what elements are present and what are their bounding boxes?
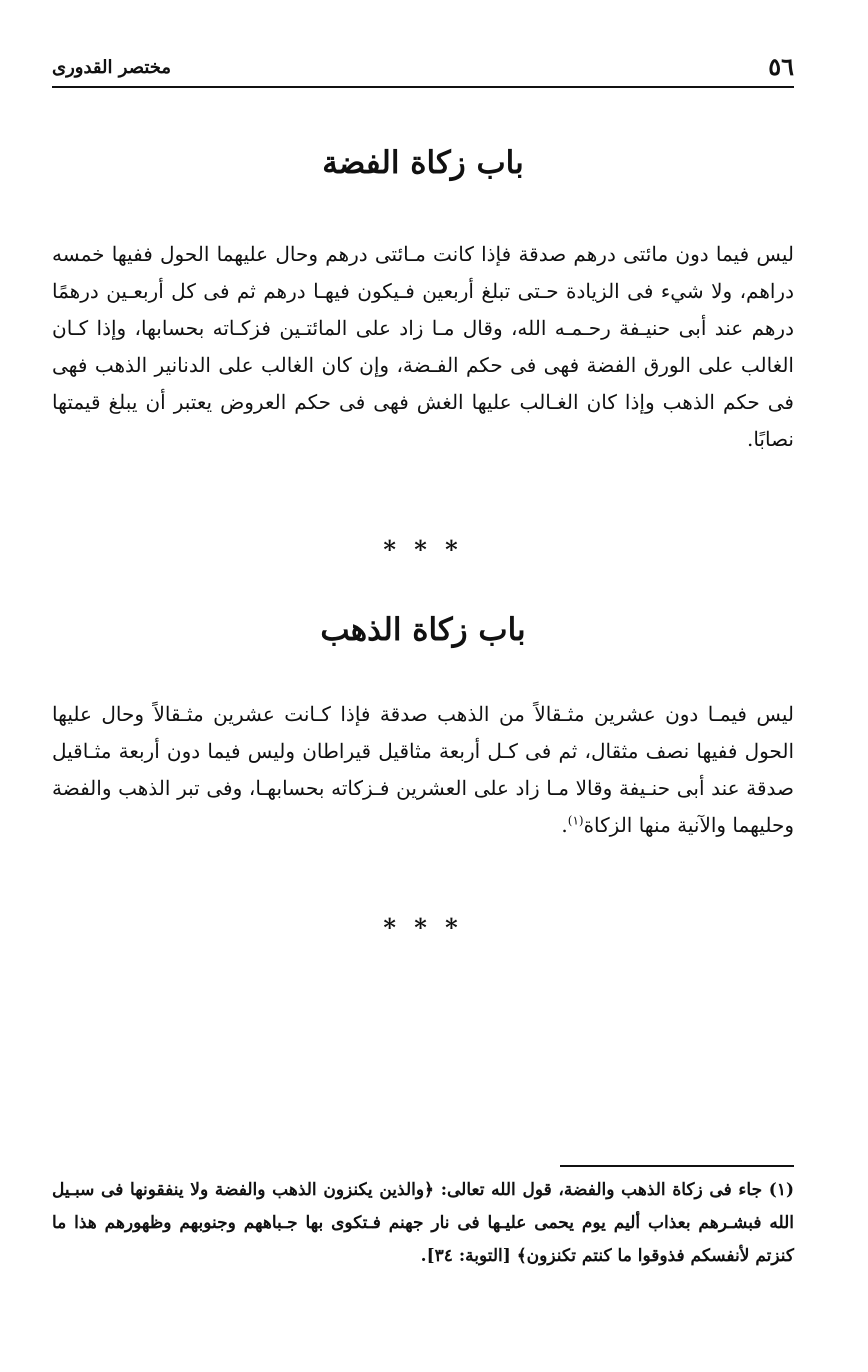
running-title: مختصر القدورى [52,57,172,78]
chapter-title-silver: باب زكاة الفضة [322,145,524,181]
chapter-title-gold-text: باب زكاة الذهب [320,612,526,648]
section-separator: * * * [383,535,463,564]
chapter-title-gold [52,610,794,650]
footnote: (١) جاء فى زكاة الذهب والفضة، قول الله تعالى: ﴿والذين يكنزون الذهب والفضة ولا ينفقونها فى سبـيل الله فبشـرهم بعذاب أليم يوم يحمى عليـها فى نار جهنم فـتكوى بها جـباههم وجنوبهم وظهورهم هذا ما كنزتم لأنفسكم فذوقوا ما كنتم تكنزون﴾ [التوبة: ٣٤]. [52,1180,794,1266]
paragraph-gold [52,696,794,844]
page-number: ٥٦ [768,52,794,81]
footnote-marker[interactable]: (١) [567,813,584,828]
section-separator: * * * [383,913,463,942]
paragraph-silver: ليس فيما دون مائتى درهم صدقة فإذا كانت مـائتى درهم وحال عليهما الحول ففيها خمسه دراهم، ولا شيء فى الزيادة حـتى تبلغ أربعين فـيكون فيهـا درهم ثم فى كل أربعـين درهمًا درهم عند أبى حنيـفة رحـمـه الله، وقال مـا زاد على المائتـين فزكـاته بحسابها، وإذا كـان الغالب على الورق الفضة فهى فى حكم الفـضة، وإن كان الغالب على الدنانير الذهب فهى فى حكم الذهب وإذا كان الغـالب عليها الغش فهى فى حكم العروض يعتبر أن يبلغ قيمتها نصابًا. [52,242,794,451]
page-header [52,52,794,88]
paragraph-gold-text: ليس فيمـا دون عشرين مثـقالاً من الذهب صدقة فإذا كـانت عشرين مثـقالاً وحال عليها الحول ففيها نصف مثقال، ثم فى كـل أربعة مثاقيل قيراطان وليس فيما دون أربعة مثـاقيل صدقة عند أبى حنـيفة وقالا مـا زاد على العشرين فـزكاته بحسابهـا، وفى تبر الذهب والفضة وحليهما والآنية منها الزكاة [52,702,794,837]
paragraph-gold-end: . [561,813,568,837]
footnote-divider [560,1165,794,1167]
